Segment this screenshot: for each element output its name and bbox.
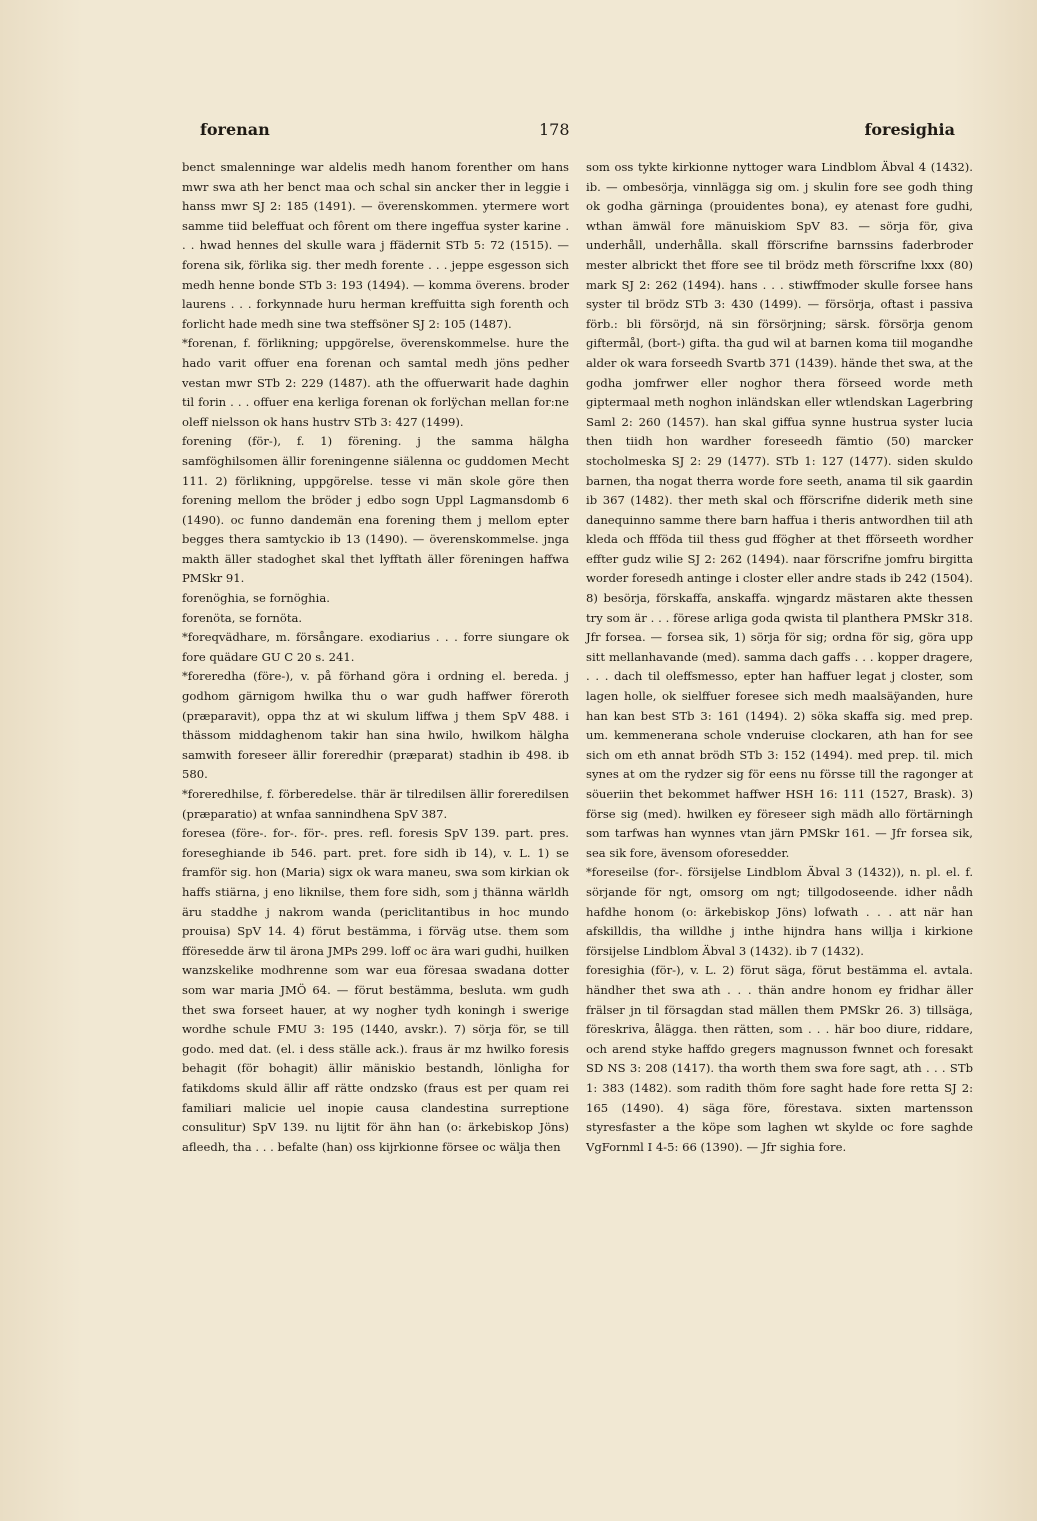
page-number: 178 <box>539 120 570 139</box>
entry-forenoghia: forenöghia, se fornöghia. <box>182 591 330 606</box>
entry-foreredha: *foreredha (före-), v. på förhand göra i ordning el. bereda. j godhom gärnigom hwilka thu o war gudh haffwer föreroth (præparavit), oppa thz at wi skulum liffwa j them SpV 488. i thässom middaghenom takir han sina hwilo, hwilkom hälgha samwith foreseer ällir foreredhir (præparat) stadhin ib 498. ib 580. <box>182 669 569 782</box>
header-left-word: forenan <box>200 120 270 139</box>
right-column <box>586 158 973 1157</box>
entry-foreseilse: *foreseilse (for-. försijelse Lindblom Äbval 3 (1432)), n. pl. el. f. sörjande för ngt, omsorg om ngt; tillgodoseende. idher nådh hafdhe honom (o: ärkebiskop Jöns) lofwath . . . att när han afskilldis, tha willdhe j inthe hijndra hans willja i kirkione försijelse Lindblom Äbval 3 (1432). ib 7 (1432). <box>586 865 973 958</box>
entry-forena-continuation: benct smalenninge war aldelis medh hanom forenther om hans mwr swa ath her benct maa och schal sin ancker ther in leggie i hanss mwr SJ 2: 185 (1491). — överenskommen. ytermere wort samme tiid beleffuat och fôrent om there ingeffua syster karine . . . hwad hennes del skulle wara j ffädernit STb 5: 72 (1515). — forena sik, förlika sig. ther medh forente . . . jeppe esgesson sich medh henne bonde STb 3: 193 (1494). — komma överens. broder laurens . . . forkynnade huru herman kreffuitta sigh forenth och forlicht hade medh sine twa steffsöner SJ 2: 105 (1487). <box>182 160 569 331</box>
entry-forening: forening (för-), f. 1) förening. j the samma hälgha samföghilsomen ällir foreningenne siälenna oc guddomen Mecht 111. 2) förlikning, uppgörelse. tesse vi män skole göre then forening mellom the bröder j edbo sogn Uppl Lagmansdomb 6 (1490). oc funno dandemän ena forening them j mellom epter begges thera samtyckio ib 13 (1490). — överenskommelse. jnga makth äller stadoghet skal thet lyfftath äller föreningen haffwa PMSkr 91. <box>182 434 569 586</box>
entry-foreredhilse: *foreredhilse, f. förberedelse. thär är tilredilsen ällir foreredilsen (præparatio) at wnfaa sannindhena SpV 387. <box>182 787 569 821</box>
entry-foresea: foresea (före-. for-. för-. pres. refl. foresis SpV 139. part. pres. foreseghiande ib 546. part. pret. fore sidh ib 14), v. L. 1) se framför sig. hon (Maria) sigx ok wara maneu, swa som kirkian ok haffs stiärna, j eno liknilse, them fore sidh, som j thänna wärldh äru staddhe j nakrom wanda (periclitantibus in hoc mundo prouisa) SpV 14. 4) förut bestämma, i förväg utse. them som fföresedde ärw til ärona JMPs 299. loff oc ära wari gudhi, huilken wanzskelike modhrenne som war eua föresaa swadana dotter som war maria JMÖ 64. — förut bestämma, besluta. wm gudh thet swa forseet hauer, at wy nogher tydh koningh i swerige wordhe schule FMU 3: 195 (1440, avskr.). 7) sörja för, se till godo. med dat. (el. i dess ställe ack.). fraus är mz hwilko foresis behagit (för bohagit) ällir mäniskio bestandh, lönligha for fatikdoms skuld ällir aff rätte ondzsko (fraus est per quam rei familiari malicie uel inopie causa clandestina surreptione consulitur) SpV 139. nu lijtit för ähn han (o: ärkebiskop Jöns) afleedh, tha . . . befalte (han) oss kijrkionne försee oc wälja then <box>182 826 569 1154</box>
entry-forenan: *forenan, f. förlikning; uppgörelse, överenskommelse. hure the hado varit offuer ena forenan och samtal medh jöns pedher vestan mwr STb 2: 229 (1487). ath the offuerwarit hade daghin til forin . . . offuer ena kerliga forenan ok forlÿchan mellan for:ne oleff nielsson ok hans hustrv STb 3: 427 (1499). <box>182 336 569 429</box>
entry-foresighia: foresighia (för-), v. L. 2) förut säga, förut bestämma el. avtala. händher thet swa ath . . . thän andre honom ey fridhar äller frälser jn til försagdan stad mällen them PMSkr 26. 3) tillsäga, föreskriva, ålägga. then rätten, som . . . här boo diure, riddare, och arend styke haffdo gregers magnusson fwnnet och foresakt SD NS 3: 208 (1417). tha worth them swa fore sagt, ath . . . STb 1: 383 (1482). som radith thöm fore saght hade fore retta SJ 2: 165 (1490). 4) säga före, förestava. sixten martensson styresfaster a the köpe som laghen wt skylde oc fore saghde VgFornml I 4-5: 66 (1390). — Jfr sighia fore. <box>586 963 973 1154</box>
header-right-word: foresighia <box>864 120 955 139</box>
entry-foreqvadhare: *foreqvädhare, m. försångare. exodiarius . . . forre siungare ok fore quädare GU C 20 s. 241. <box>182 630 569 664</box>
entry-forenota: forenöta, se fornöta. <box>182 610 303 625</box>
entry-foresea-continuation: som oss tykte kirkionne nyttoger wara Lindblom Äbval 4 (1432). ib. — ombesörja, vinnlägga sig om. j skulin fore see godh thing ok godha gärninga (prouidentes bona), ey atenast fore gudhi, wthan ämwäl fore mänuiskiom SpV 83. — sörja för, giva underhåll, underhålla. skall fförscrifne barnssins faderbroder mester albrickt thet ffore see til brödz meth förscrifne lxxx (80) mark SJ 2: 262 (1494). hans . . . stiwffmoder skulle forsee hans syster til brödz STb 3: 430 (1499). — försörja, oftast i passiva förb.: bli försörjd, nä sin försörjning; särsk. försörja genom giftermål, (bort-) gifta. tha gud wil at barnen koma tiil mogandhe alder ok wara forseedh Svartb 371 (1439). hände thet swa, at the godha jomfrwer eller noghor thera förseed worde meth giptermaal meth noghon inländskan eller wtlendskan Lagerbring Saml 2: 260 (1457). han skal giffua synne hustrua syster lucia then tiidh hon wardher foreseedh fämtio (50) marcker stocholmeska SJ 2: 29 (1477). STb 1: 127 (1477). siden skuldo barnen, tha nogat therra worde fore seeth, anama til sik gaardin ib 367 (1482). ther meth skal och fförscrifne diderik meth sine danequinno samme there barn haffua i theris antwordhen tiil ath kleda och ffföda tiil thess gud ffögher at thet fförseeth wordher effter gudz wilie SJ 2: 262 (1494). naar förscrifne jomfru birgitta worder foresedh antinge i closter eller andre stads ib 242 (1504). 8) besörja, förskaffa, anskaffa. wjngardz mästaren akte thessen try som är . . . förese arliga goda qwista til planthera PMSkr 318. Jfr forsea. — forsea sik, 1) sörja för sig; ordna för sig, göra upp sitt mellanhavande (med). samma dach gaffs . . . kopper dragere, . . . dach til oleffsmesso, epter han haffuer legat j closter, som lagen holle, ok sielffuer foresee sich medh maalsäÿanden, hure han kan best STb 3: 161 (1494). 2) söka skaffa sig. med prep. um. kemmenerana schole vnderuise clockaren, ath han for see sich om eth annat brödh STb 3: 152 (1494). med prep. til. mich synes at om the rydzer sig för eens nu försse till the ragonger at söueriin thet bekommet haffwer HSH 16: 111 (1527, Brask). 3) förse sig (med). hwilken ey föreseer sigh mädh allo förtärningh som tarfwas han wynnes vtan järn PMSkr 161. — Jfr forsea sik, sea sik fore, ävensom oforesedder. <box>586 160 973 860</box>
left-column <box>182 158 569 1157</box>
running-header <box>182 120 955 144</box>
